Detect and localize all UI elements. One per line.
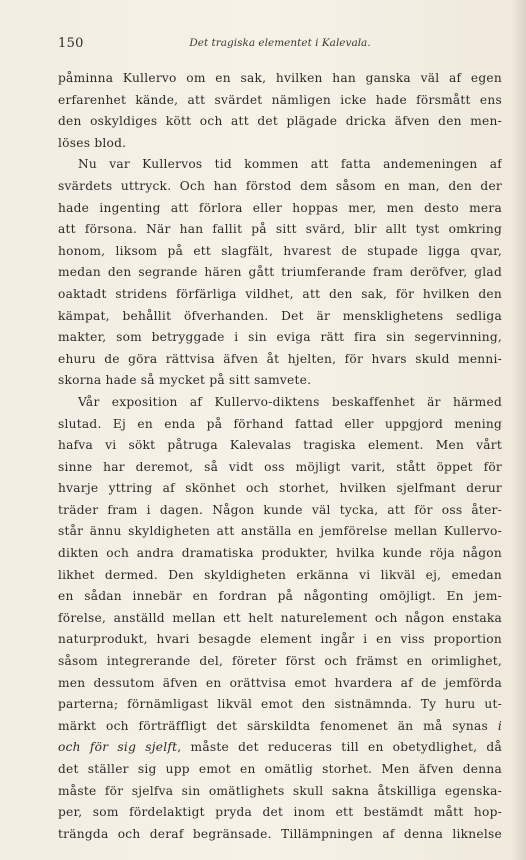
text-line: löses blod. xyxy=(58,135,127,150)
text-line: parterna; förnämligast likväl emot den sistnämnda. Ty huru ut- xyxy=(58,697,502,712)
text-line: per, som fördelaktigt pryda det inom ett bestämdt mått hop- xyxy=(58,805,502,820)
text-line: medan den segrande hären gått triumferande fram deröfver, glad xyxy=(58,265,502,280)
text-line: sinne har deremot, så vidt oss möjligt varit, stått öppet för xyxy=(58,459,502,474)
text-line: dikten och andra dramatiska produkter, hvilka kunde röja någon xyxy=(58,546,502,561)
text-line: påminna Kullervo om en sak, hvilken han ganska väl af egen xyxy=(58,71,502,85)
text-line: står ännu skyldigheten att anställa en jemförelse mellan Kullervo- xyxy=(58,524,502,539)
text-line: märkt och förträffligt det särskildta fenomenet än må synas i xyxy=(58,718,502,733)
text-line: en sådan innebär en fordran på någonting omöjligt. En jem- xyxy=(58,589,502,604)
text-line: hade ingenting att förlora eller hoppas mer, men desto mera xyxy=(58,200,502,215)
text-line: kämpat, behållit öfverhanden. Det är mensklighetens sedliga xyxy=(58,308,502,323)
text-line: måste för sjelfva sin omätlighets skull sakna åtskilliga egenska- xyxy=(58,783,502,798)
text-line: makter, som betryggade i sin eviga rätt fira sin segervinning, xyxy=(58,330,502,345)
text-line: Nu var Kullervos tid kommen att fatta andemeningen af xyxy=(78,157,502,172)
text-line: svärdets uttryck. Och han förstod dem såsom en man, den der xyxy=(58,178,502,193)
page-edge-shadow xyxy=(512,0,526,860)
text-line-rest: , måste det reduceras till en obetydlighet, då xyxy=(177,740,502,755)
text-line: ehuru de göra rättvisa äfven åt hjelten, för hvars skuld menni- xyxy=(58,351,502,366)
text-line: men dessutom äfven en orättvisa emot hvardera af de jemförda xyxy=(58,675,502,690)
text-line: den oskyldiges kött och att det plägade dricka äfven den men- xyxy=(58,114,502,129)
running-head: Det tragiska elementet i Kalevala. xyxy=(189,37,371,49)
text-line: honom, liksom på ett slagfält, hvarest de stupade ligga qvar, xyxy=(58,243,502,258)
text-line: såsom integrerande del, företer först och främst en orimlighet, xyxy=(58,654,502,669)
page-header xyxy=(58,36,502,54)
text-line: att försona. När han fallit på sitt svärd, blir allt tyst omkring xyxy=(58,222,502,237)
text-line: skorna hade så mycket på sitt samvete. xyxy=(58,373,312,388)
text-line: träder fram i dagen. Någon kunde väl tycka, att för oss åter- xyxy=(58,502,502,517)
text-line: naturprodukt, hvari besagde element ingår i en viss proportion xyxy=(58,632,502,647)
text-line: Vår exposition af Kullervo-diktens beskaffenhet är härmed xyxy=(78,394,502,409)
text-line: slutad. Ej en enda på förhand fattad eller uppgjord mening xyxy=(58,416,502,431)
text-line: det ställer sig upp emot en omätlig storhet. Men äfven denna xyxy=(58,762,502,776)
text-line: likhet dermed. Den skyldigheten erkänna vi likväl ej, emedan xyxy=(58,567,502,582)
text-line: erfarenhet kände, att svärdet nämligen icke hade försmått ens xyxy=(58,92,502,107)
italic-phrase: och för sig sjelft xyxy=(58,740,178,755)
text-line: trängda och deraf begränsade. Tillämpningen af denna liknelse xyxy=(58,826,502,841)
italic-word: i xyxy=(497,718,502,733)
text-line: förelse, anställd mellan ett helt naturelement och någon enstaka xyxy=(58,610,502,625)
text-line: oaktadt stridens förfärliga vildhet, att den sak, för hvilken den xyxy=(58,286,502,301)
text-line: hvarje yttring af skönhet och storhet, hvilken sjelfmant derur xyxy=(58,481,502,496)
text-line-italic-phrase xyxy=(58,737,502,759)
page-number: 150 xyxy=(58,36,84,51)
text-line: hafva vi sökt påtruga Kalevalas tragiska element. Men vårt xyxy=(58,438,502,453)
body-text xyxy=(58,68,502,845)
